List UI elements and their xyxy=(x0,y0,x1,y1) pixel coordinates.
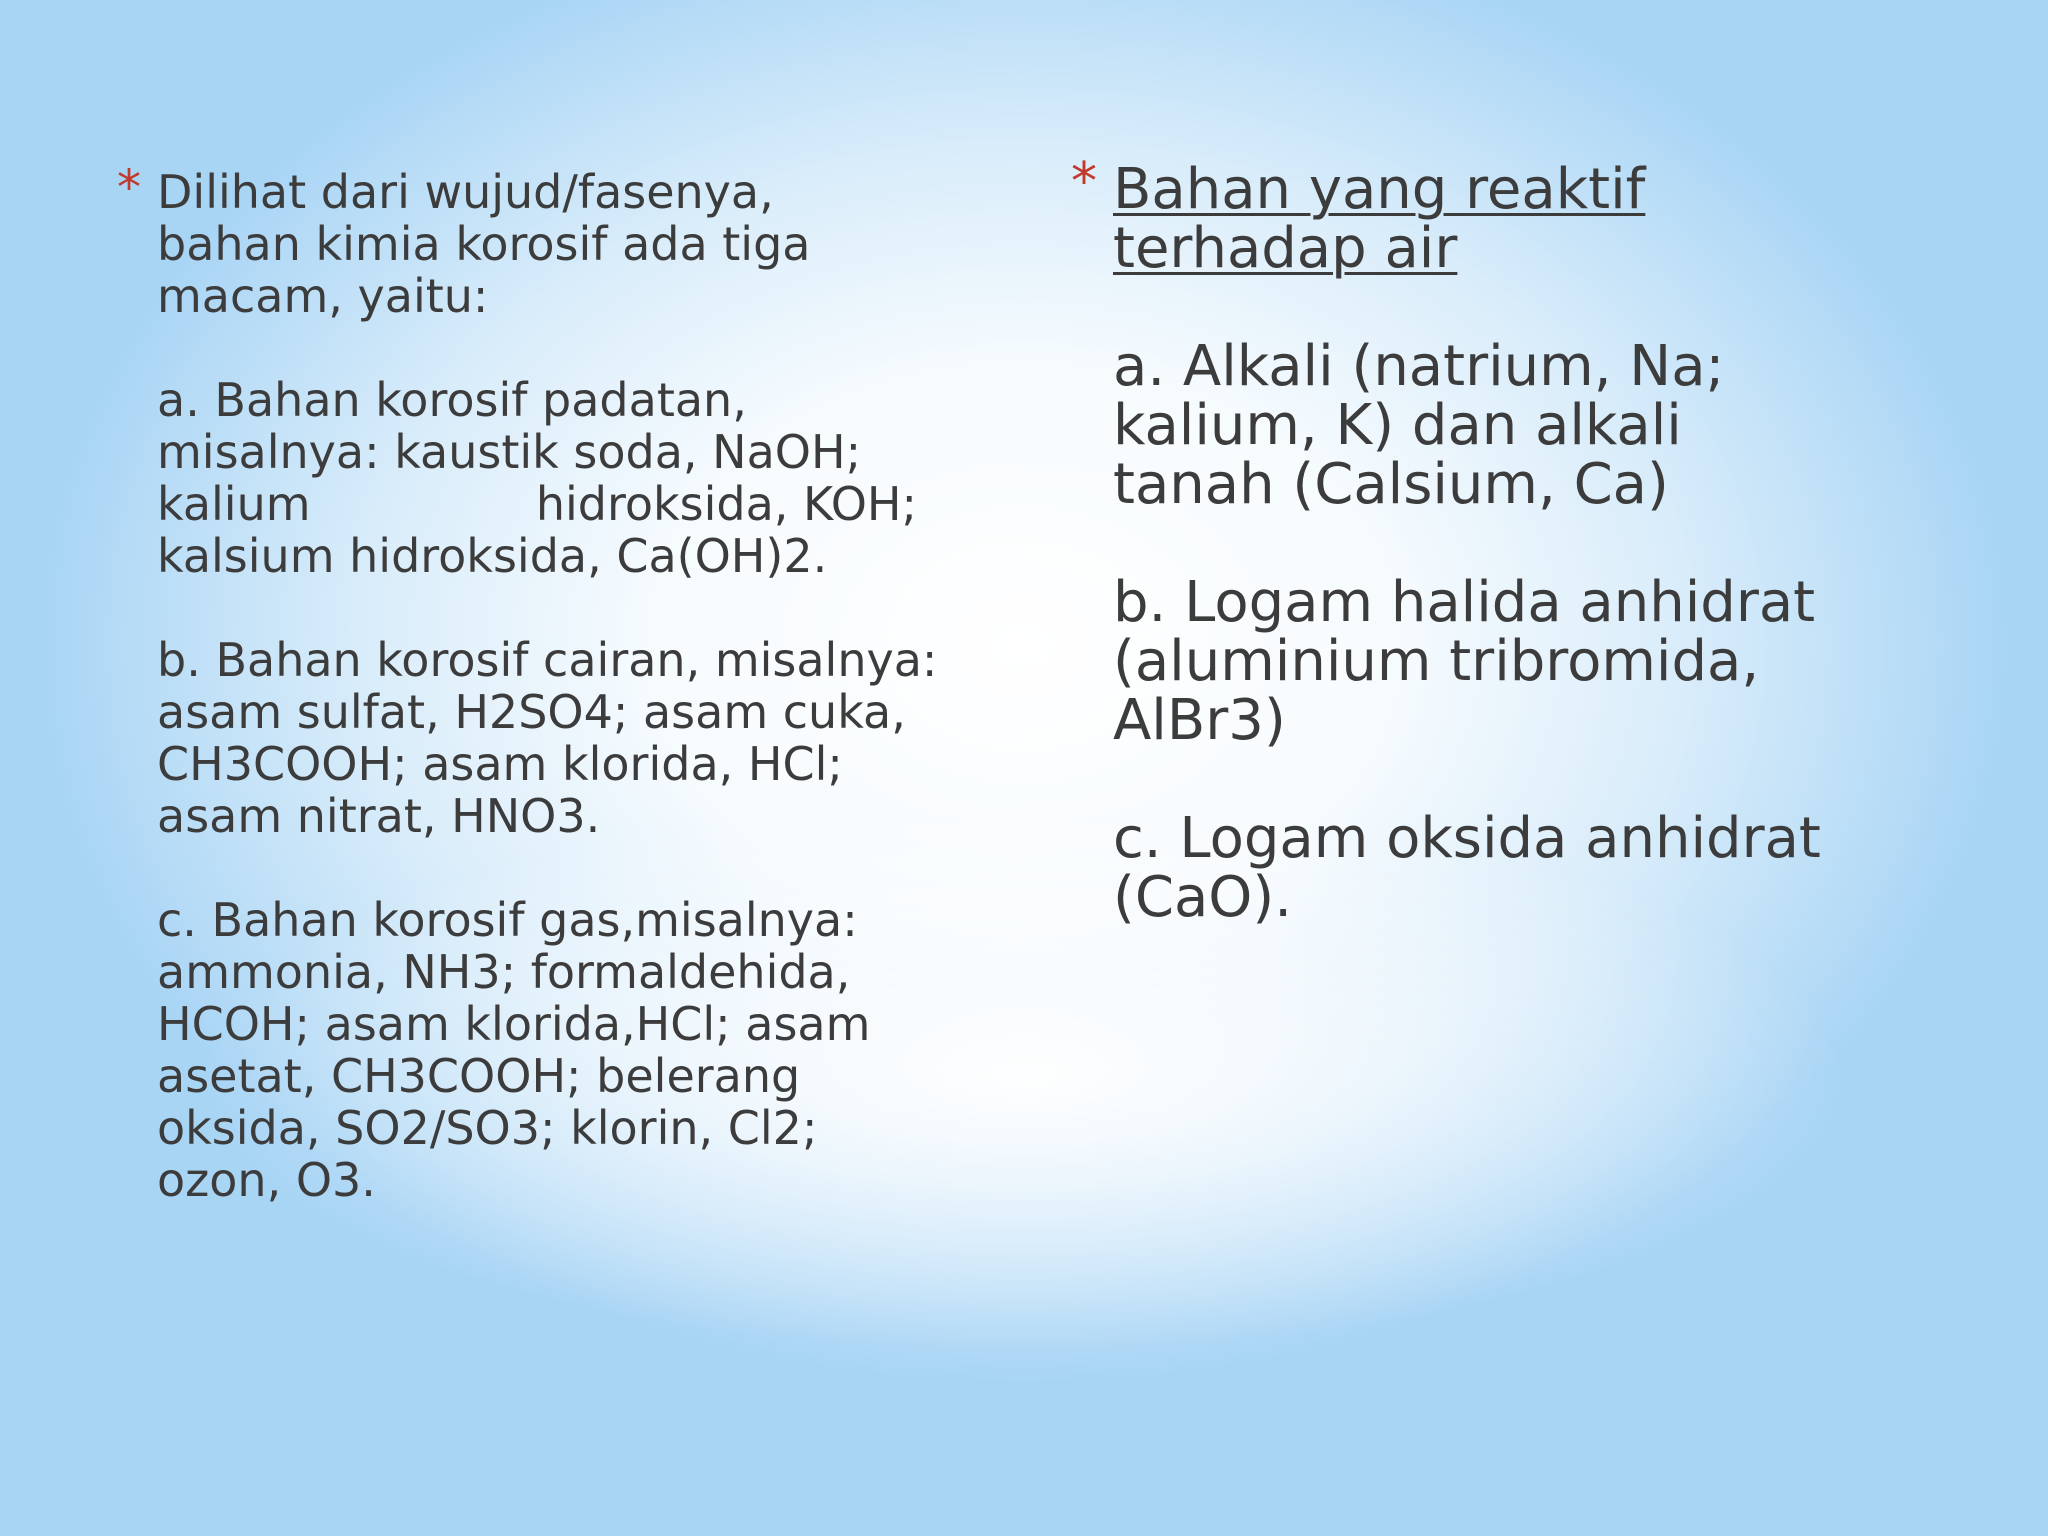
right-heading xyxy=(1113,157,1933,281)
left-intro xyxy=(157,166,1000,322)
left-text-block xyxy=(120,166,1000,1206)
text-line: tanah (Calsium, Ca) xyxy=(1113,452,1669,517)
text-line: c. Logam oksida anhidrat xyxy=(1113,806,1821,871)
text-line: Dilihat dari wujud/fasenya, xyxy=(157,165,774,219)
bullet-star-icon: * xyxy=(117,160,141,216)
right-item-a xyxy=(1113,334,1933,517)
left-item-b xyxy=(157,634,1000,842)
text-line: a. Alkali (natrium, Na; xyxy=(1113,334,1725,399)
text-line: HCOH; asam klorida,HCl; asam xyxy=(157,997,871,1051)
right-item-c xyxy=(1113,806,1933,930)
left-item-c xyxy=(157,894,1000,1206)
heading-line: terhadap air xyxy=(1113,216,1458,281)
right-text-block xyxy=(1073,157,1933,930)
text-line: kalsium hidroksida, Ca(OH)2. xyxy=(157,529,828,583)
justified-text-line xyxy=(157,478,917,530)
text-fragment: hidroksida, KOH; xyxy=(535,477,917,531)
text-line: CH3COOH; asam klorida, HCl; xyxy=(157,737,843,791)
text-line: c. Bahan korosif gas,misalnya: xyxy=(157,893,858,947)
text-line: bahan kimia korosif ada tiga xyxy=(157,217,811,271)
text-line: ozon, O3. xyxy=(157,1153,376,1207)
text-line: asam nitrat, HNO3. xyxy=(157,789,601,843)
text-line: misalnya: kaustik soda, NaOH; xyxy=(157,425,862,479)
heading-line: Bahan yang reaktif xyxy=(1113,157,1646,222)
left-item-a xyxy=(157,374,1000,582)
text-line: (CaO). xyxy=(1113,865,1292,930)
right-item-b xyxy=(1113,570,1933,753)
text-line: a. Bahan korosif padatan, xyxy=(157,373,747,427)
text-line: (aluminium tribromida, xyxy=(1113,629,1760,694)
right-column xyxy=(1071,152,1933,930)
text-line: ammonia, NH3; formaldehida, xyxy=(157,945,851,999)
text-fragment: kalium xyxy=(157,477,311,531)
bullet-star-icon: * xyxy=(1071,152,1097,212)
text-line: macam, yaitu: xyxy=(157,269,489,323)
text-line: b. Logam halida anhidrat xyxy=(1113,570,1816,635)
text-line: asam sulfat, H2SO4; asam cuka, xyxy=(157,685,906,739)
text-line: oksida, SO2/SO3; klorin, Cl2; xyxy=(157,1101,818,1155)
text-line: kalium, K) dan alkali xyxy=(1113,393,1682,458)
text-line: asetat, CH3COOH; belerang xyxy=(157,1049,801,1103)
text-line: b. Bahan korosif cairan, misalnya: xyxy=(157,633,938,687)
text-line: AlBr3) xyxy=(1113,688,1286,753)
left-column xyxy=(117,160,1000,1207)
